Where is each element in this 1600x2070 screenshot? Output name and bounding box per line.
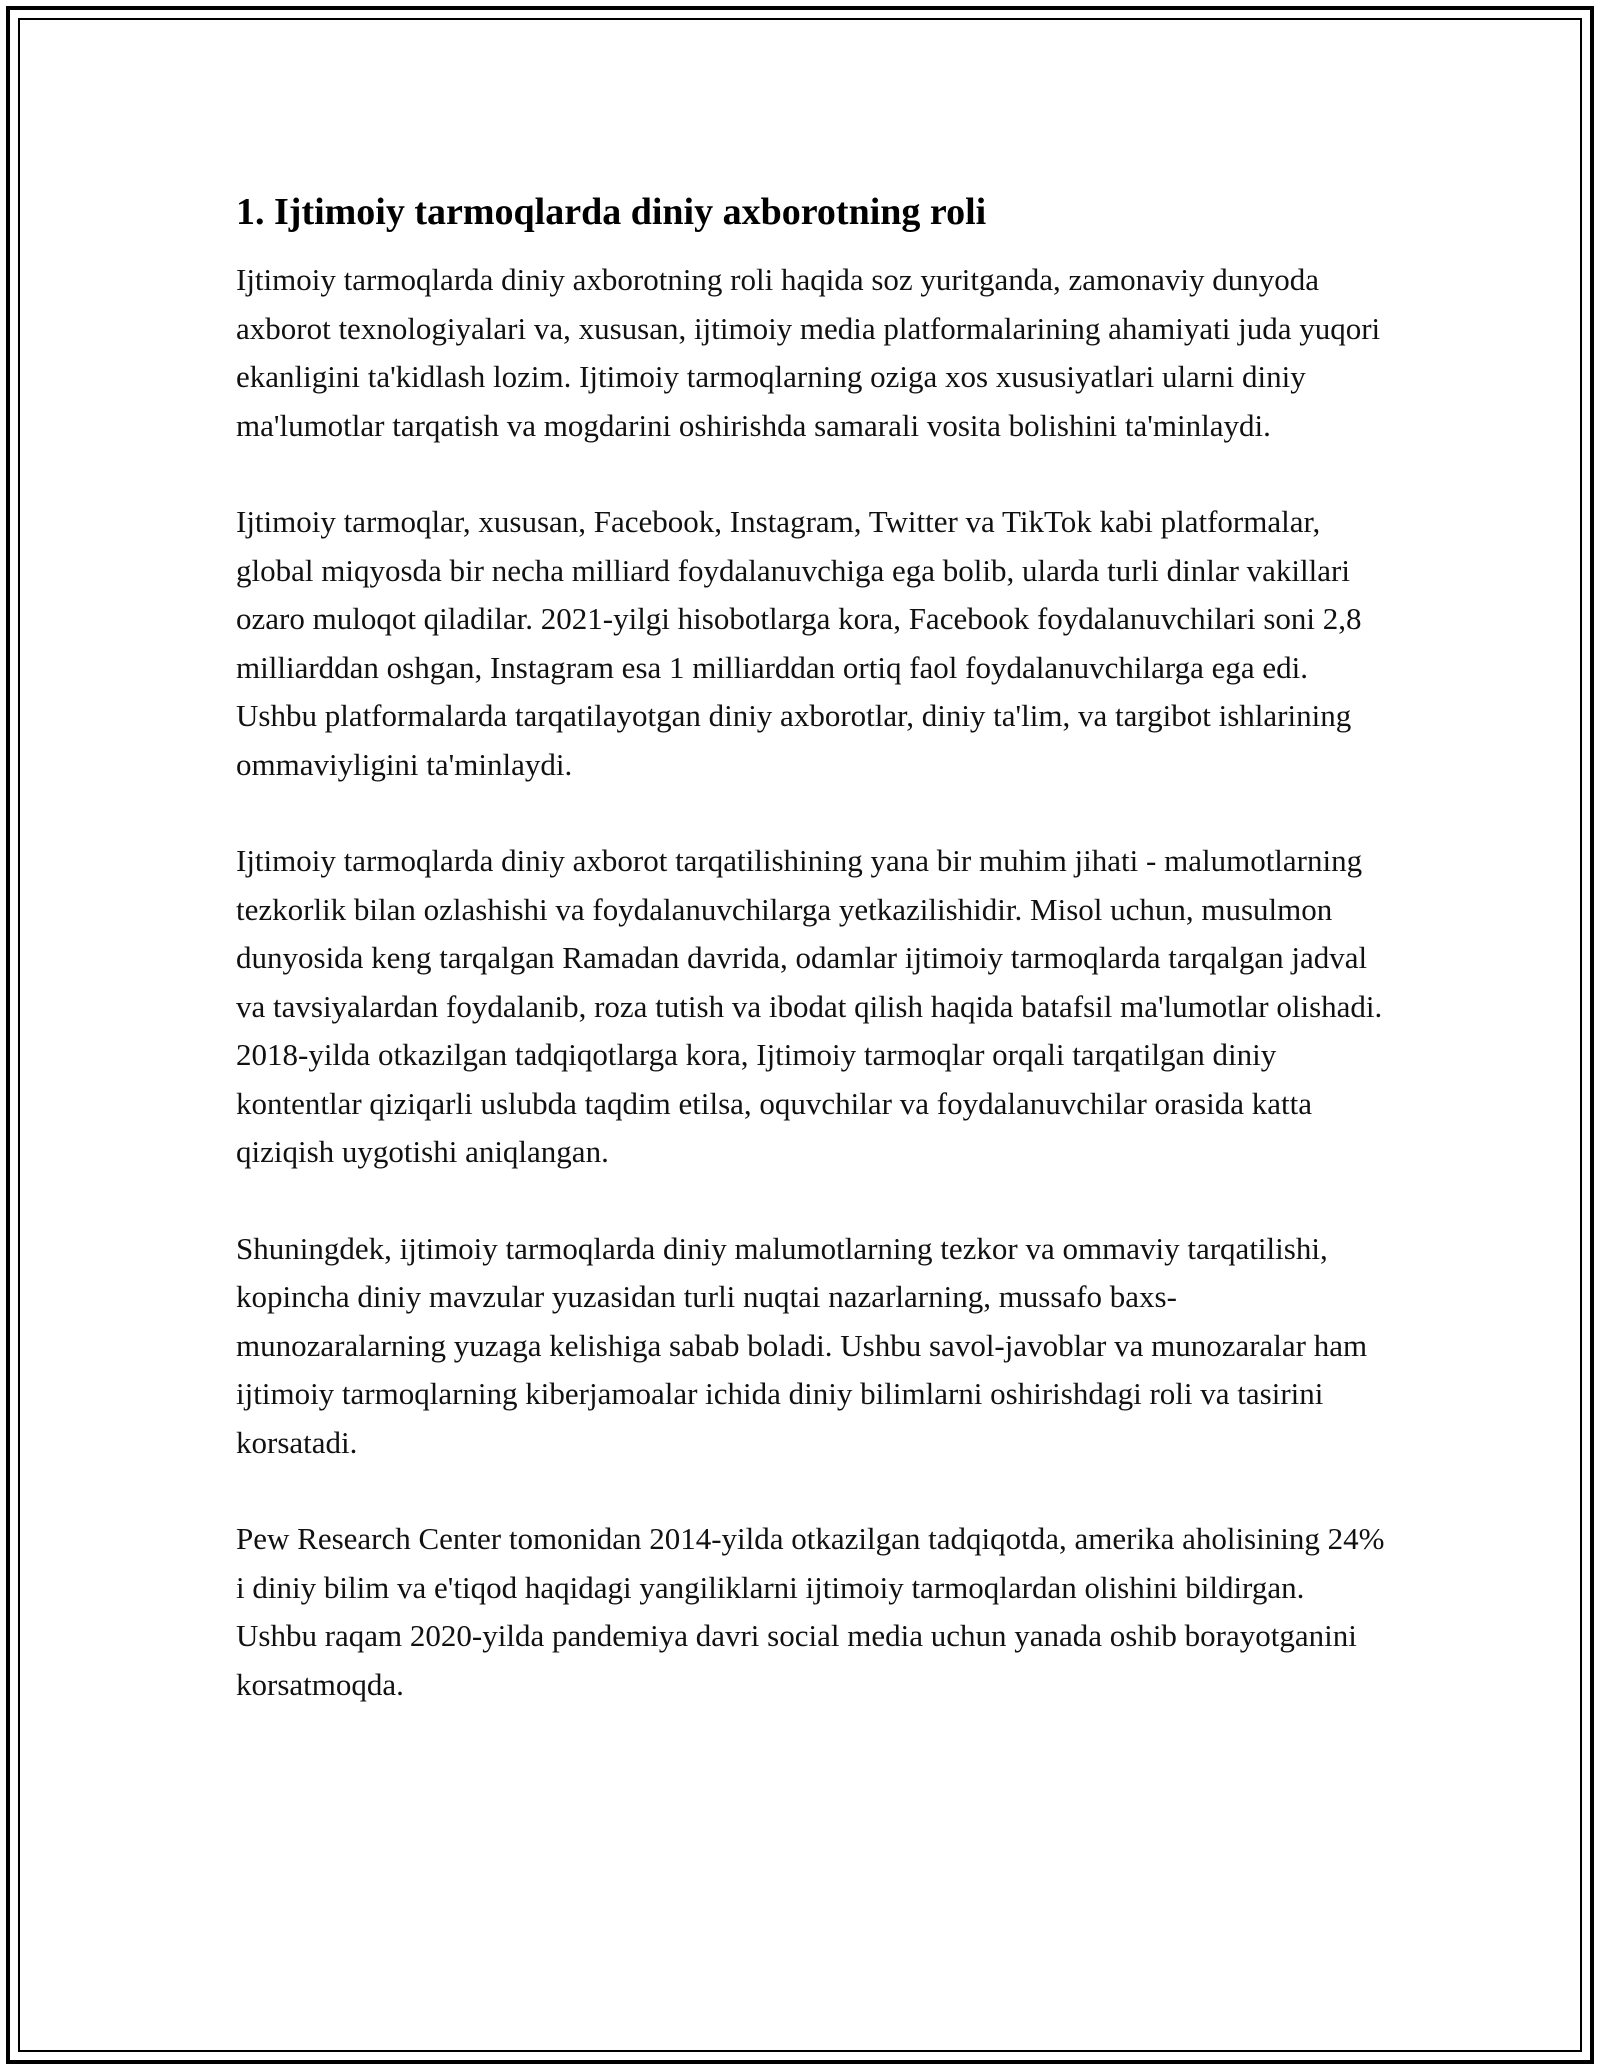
paragraph-4: Shuningdek, ijtimoiy tarmoqlarda diniy malumotlarning tezkor va ommaviy tarqatilishi, kopincha diniy mavzular yuzasidan turli nuqtai nazarlarning, mussafo baxs-munozaralarning yuzaga kelishiga sabab boladi. Ushbu savol-javoblar va munozaralar ham ijtimoiy tarmoqlarning kiberjamoalar ichida diniy bilimlarni oshirishdagi roli va tasirini korsatadi.	[236, 1230, 1368, 1460]
document-body	[236, 186, 1386, 1757]
paragraph-1: Ijtimoiy tarmoqlarda diniy axborotning roli haqida soz yuritganda, zamonaviy dunyoda axborot texnologiyalari va, xususan, ijtimoiy media platformalarining ahamiyati juda yuqori ekanligini ta'kidlash lozim. Ijtimoiy tarmoqlarning oziga xos xususiyatlari ularni diniy ma'lumotlar tarqatish va mogdarini oshirishda samarali vosita bolishini ta'minlaydi.	[236, 262, 1381, 443]
section-heading: 1. Ijtimoiy tarmoqlarda diniy axborotning roli	[236, 191, 987, 233]
paragraph-2: Ijtimoiy tarmoqlar, xususan, Facebook, Instagram, Twitter va TikTok kabi platformalar, global miqyosda bir necha milliard foydalanuvchiga ega bolib, ularda turli dinlar vakillari ozaro muloqot qiladilar. 2021-yilgi hisobotlarga kora, Facebook foydalanuvchilari soni 2,8 milliarddan oshgan, Instagram esa 1 milliarddan ortiq faol foydalanuvchilarga ega edi. Ushbu platformalarda tarqatilayotgan diniy axborotlar, diniy ta'lim, va targibot ishlarining ommaviyligini ta'minlaydi.	[236, 504, 1362, 782]
paragraph-5: Pew Research Center tomonidan 2014-yilda otkazilgan tadqiqotda, amerika aholisining 24% i diniy bilim va e'tiqod haqidagi yangiliklarni ijtimoiy tarmoqlardan olishini bildirgan. Ushbu raqam 2020-yilda pandemiya davri social media uchun yanada oshib borayotganini korsatmoqda.	[236, 1521, 1385, 1702]
paragraph-3: Ijtimoiy tarmoqlarda diniy axborot tarqatilishining yana bir muhim jihati - malumotlarning tezkorlik bilan ozlashishi va foydalanuvchilarga yetkazilishidir. Misol uchun, musulmon dunyosida keng tarqalgan Ramadan davrida, odamlar ijtimoiy tarmoqlarda tarqalgan jadval va tavsiyalardan foydalanib, roza tutish va ibodat qilish haqida batafsil ma'lumotlar olishadi. 2018-yilda otkazilgan tadqiqotlarga kora, Ijtimoiy tarmoqlar orqali tarqatilgan diniy kontentlar qiziqarli uslubda taqdim etilsa, oquvchilar va foydalanuvchilar orasida katta qiziqish uygotishi aniqlangan.	[236, 843, 1383, 1169]
